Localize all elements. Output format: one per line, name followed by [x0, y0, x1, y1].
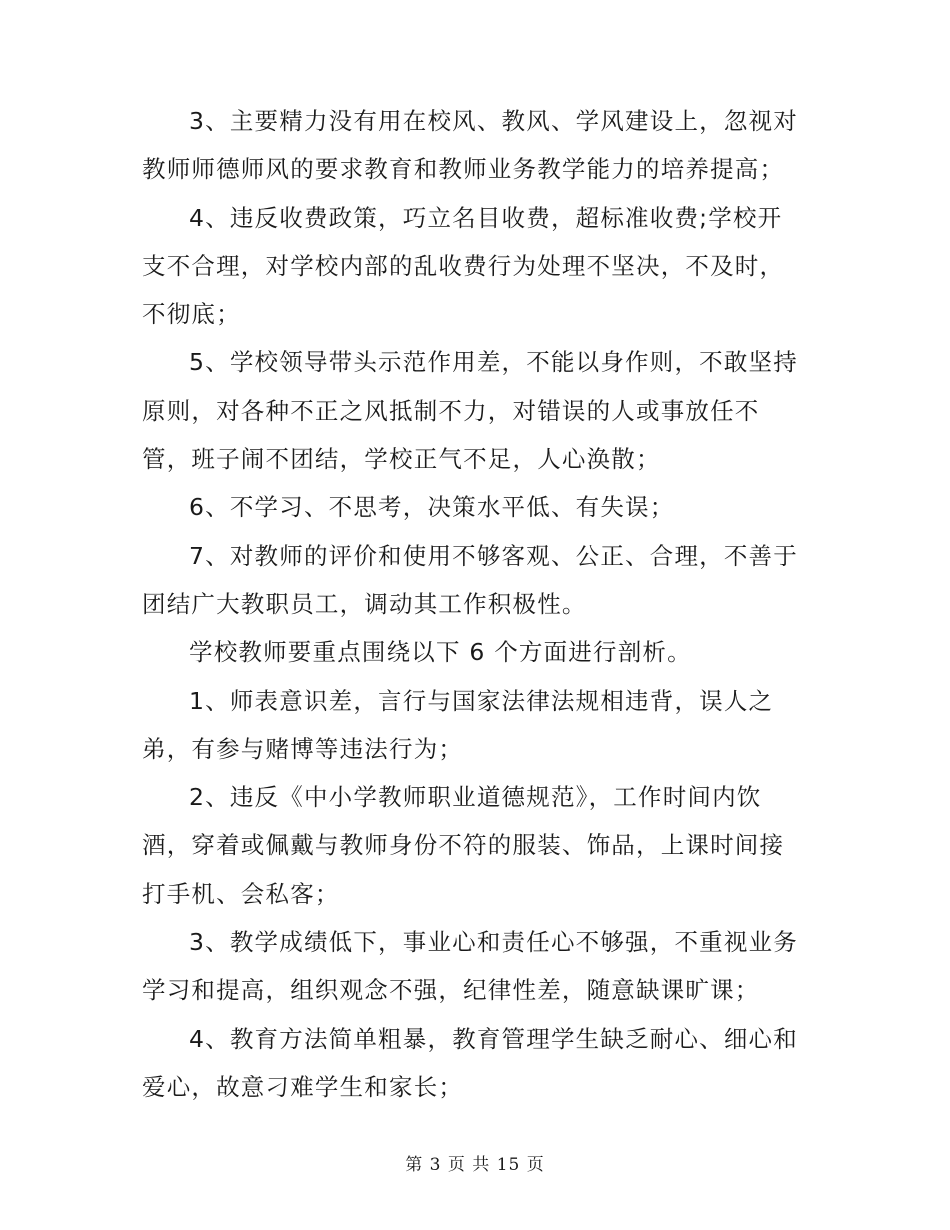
paragraph: 6、不学习、不思考，决策水平低、有失误； [189, 493, 675, 522]
paragraph: 学校教师要重点围绕以下 6 个方面进行剖析。 [189, 638, 692, 667]
paragraph: 4、违反收费政策，巧立名目收费，超标准收费;学校开支不合理，对学校内部的乱收费行为处理不坚决，不及时，不彻底； [142, 203, 785, 329]
paragraph: 5、学校领导带头示范作用差，不能以身作则，不敢坚持原则，对各种不正之风抵制不力，对错误的人或事放任不管，班子闹不团结，学校正气不足，人心涣散； [142, 348, 798, 474]
paragraph: 3、教学成绩低下，事业心和责任心不够强，不重视业务学习和提高，组织观念不强，纪律性差，随意缺课旷课； [142, 928, 798, 1005]
paragraph: 7、对教师的评价和使用不够客观、公正、合理，不善于团结广大教职员工，调动其工作积极性。 [142, 541, 798, 618]
page-number-footer: 第 3 页 共 15 页 [405, 1155, 545, 1175]
paragraph: 1、师表意识差，言行与国家法律法规相违背，误人之弟，有参与赌博等违法行为； [142, 686, 774, 763]
paragraph: 2、违反《中小学教师职业道德规范》，工作时间内饮酒，穿着或佩戴与教师身份不符的服装、饰品，上课时间接打手机、会私客； [142, 783, 785, 908]
paragraph: 3、主要精力没有用在校风、教风、学风建设上，忽视对教师师德师风的要求教育和教师业务教学能力的培养提高； [142, 107, 798, 184]
paragraph: 4、教育方法简单粗暴，教育管理学生缺乏耐心、细心和爱心，故意刁难学生和家长； [142, 1024, 798, 1101]
document-body [142, 97, 806, 1111]
